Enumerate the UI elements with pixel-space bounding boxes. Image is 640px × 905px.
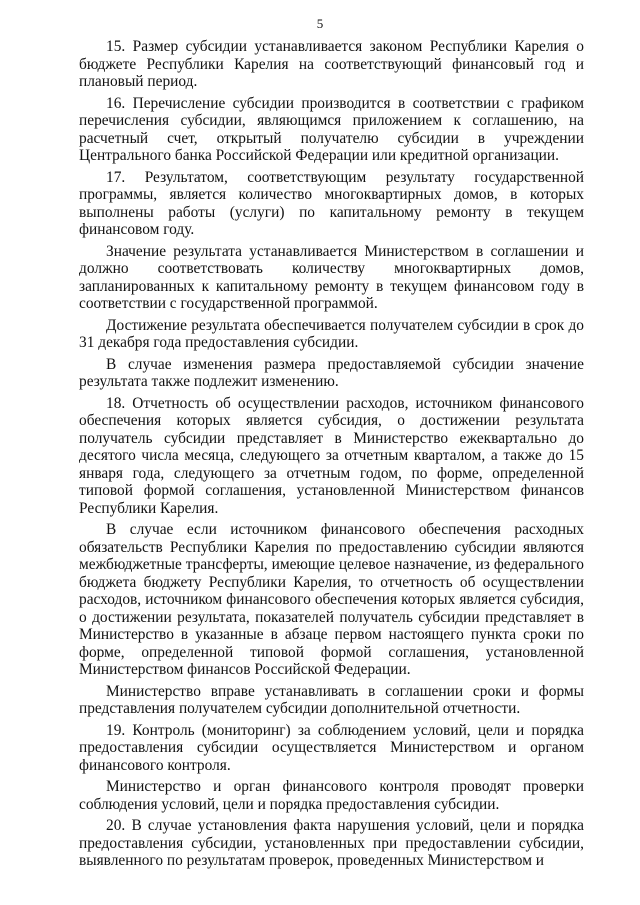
paragraph-17-result-achievement: Достижение результата обеспечивается получателем субсидии в срок до 31 декабря года предоставления субсидии. xyxy=(79,316,584,351)
paragraph-19-inspections: Министерство и орган финансового контроля проводят проверки соблюдения условий, цели и порядка предоставления субсидии. xyxy=(79,778,584,813)
paragraph-15: 15. Размер субсидии устанавливается законом Республики Карелия о бюджете Республики Карелия на соответствующий финансовый год и плановый период. xyxy=(79,38,584,90)
paragraph-20: 20. В случае установления факта нарушения условий, цели и порядка предоставления субсидии, установленных при предоставлении субсидии, выявленного по результатам проверок, проведенных Министерством и xyxy=(79,817,584,869)
paragraph-17-result-value: Значение результата устанавливается Министерством в соглашении и должно соответствовать количеству многоквартирных домов, запланированных к капитальному ремонту в текущем финансовом году в соответствии с государственной программой. xyxy=(79,242,584,312)
paragraph-18: 18. Отчетность об осуществлении расходов, источником финансового обеспечения которых является субсидия, о достижении результата получатель субсидии представляет в Министерство ежеквартально до десятого числа месяца, следующего за отчетным кварталом, а также до 15 января года, следующего за отчетным годом, по форме, определенной типовой формой соглашения, установленной Министерством финансов Республики Карелия. xyxy=(79,394,584,517)
paragraph-18-additional-reporting: Министерство вправе устанавливать в соглашении сроки и формы представления получателем субсидии дополнительной отчетности. xyxy=(79,682,584,717)
paragraph-16: 16. Перечисление субсидии производится в соответствии с графиком перечисления субсидии, являющимся приложением к соглашению, на расчетный счет, открытый получателю субсидии в учреждении Центрального банка Российской Федерации или кредитной организации. xyxy=(79,94,584,164)
document-body xyxy=(79,38,584,874)
paragraph-19: 19. Контроль (мониторинг) за соблюдением условий, цели и порядка предоставления субсидии осуществляется Министерством и органом финансового контроля. xyxy=(79,721,584,774)
page-number: 5 xyxy=(316,16,324,31)
paragraph-17-result-change: В случае изменения размера предоставляемой субсидии значение результата также подлежит изменению. xyxy=(79,355,584,390)
paragraph-17: 17. Результатом, соответствующим результату государственной программы, является количество многоквартирных домов, в которых выполнены работы (услуги) по капитальному ремонту в текущем финансовом году. xyxy=(79,168,584,238)
paragraph-18-federal-transfers: В случае если источником финансового обеспечения расходных обязательств Республики Карелия по предоставлению субсидии являются межбюджетные трансферты, имеющие целевое назначение, из федерального бюджета бюджету Республики Карелия, то отчетность об осуществлении расходов, источником финансового обеспечения которых является субсидия, о достижении результата, показателей получатель субсидии представляет в Министерство в указанные в абзаце первом настоящего пункта сроки по форме, определенной типовой формой соглашения, установленной Министерством финансов Российской Федерации. xyxy=(79,521,584,678)
